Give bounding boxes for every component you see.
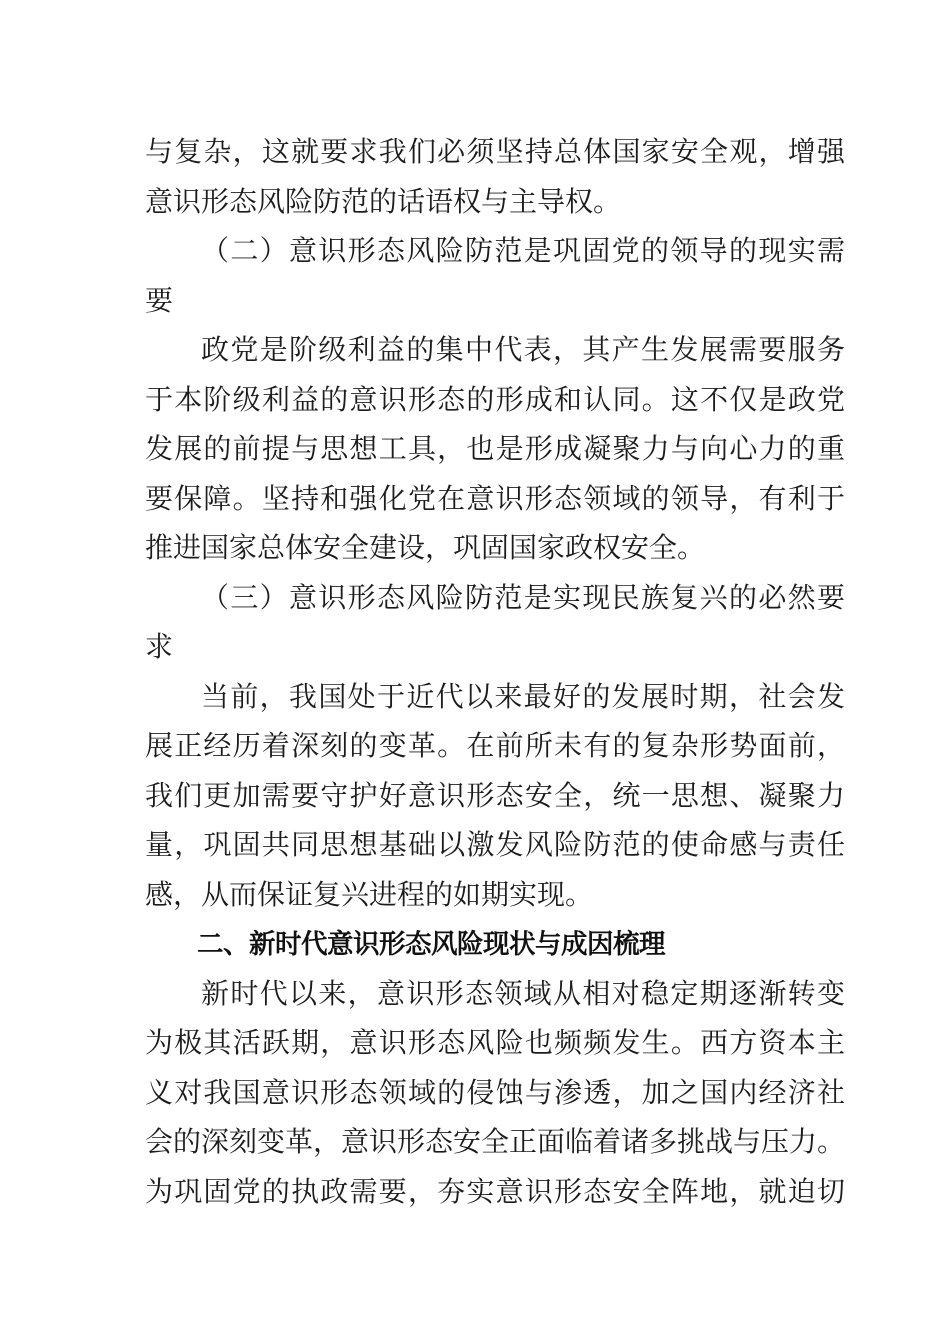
text-line: 感，从而保证复兴进程的如期实现。 (145, 879, 594, 911)
text-line: 意识形态风险防范的话语权与主导权。 (145, 186, 622, 218)
text-line: 与复杂，这就要求我们必须坚持总体国家安全观，增强 (145, 137, 845, 168)
document-text-block (145, 128, 845, 1217)
text-line: 于本阶级利益的意识形态的形成和认同。这不仅是政党 (145, 384, 845, 416)
text-line: 要 (145, 285, 174, 317)
text-line: 推进国家总体安全建设，巩固国家政权安全。 (145, 533, 706, 564)
text-line: 义对我国意识形态领域的侵蚀与渗透，加之国内经济社 (145, 1077, 845, 1109)
section-heading: 二、新时代意识形态风险现状与成因梳理 (197, 929, 665, 959)
text-line: 发展的前提与思想工具，也是形成凝聚力与向心力的重 (145, 434, 845, 465)
text-line: 要保障。坚持和强化党在意识形态领域的领导，有利于 (145, 483, 845, 515)
text-line: 政党是阶级利益的集中代表，其产生发展需要服务 (201, 335, 845, 366)
text-line: （三）意识形态风险防范是实现民族复兴的必然要 (201, 582, 845, 614)
text-line: 展正经历着深刻的变革。在前所未有的复杂形势面前， (145, 731, 845, 762)
text-line: 当前，我国处于近代以来最好的发展时期，社会发 (201, 681, 845, 713)
text-line: 会的深刻变革，意识形态安全正面临着诸多挑战与压力。 (145, 1127, 846, 1158)
text-line: 求 (145, 632, 174, 663)
text-line: 为巩固党的执政需要，夯实意识形态安全阵地，就迫切 (145, 1176, 845, 1208)
text-line: 新时代以来，意识形态领域从相对稳定期逐渐转变 (201, 978, 845, 1010)
text-line: 我们更加需要守护好意识形态安全，统一思想、凝聚力 (145, 780, 845, 812)
text-line: （二）意识形态风险防范是巩固党的领导的现实需 (201, 236, 845, 267)
text-line: 量，巩固共同思想基础以激发风险防范的使命感与责任 (145, 830, 845, 861)
text-line: 为极其活跃期，意识形态风险也频频发生。西方资本主 (145, 1028, 845, 1059)
